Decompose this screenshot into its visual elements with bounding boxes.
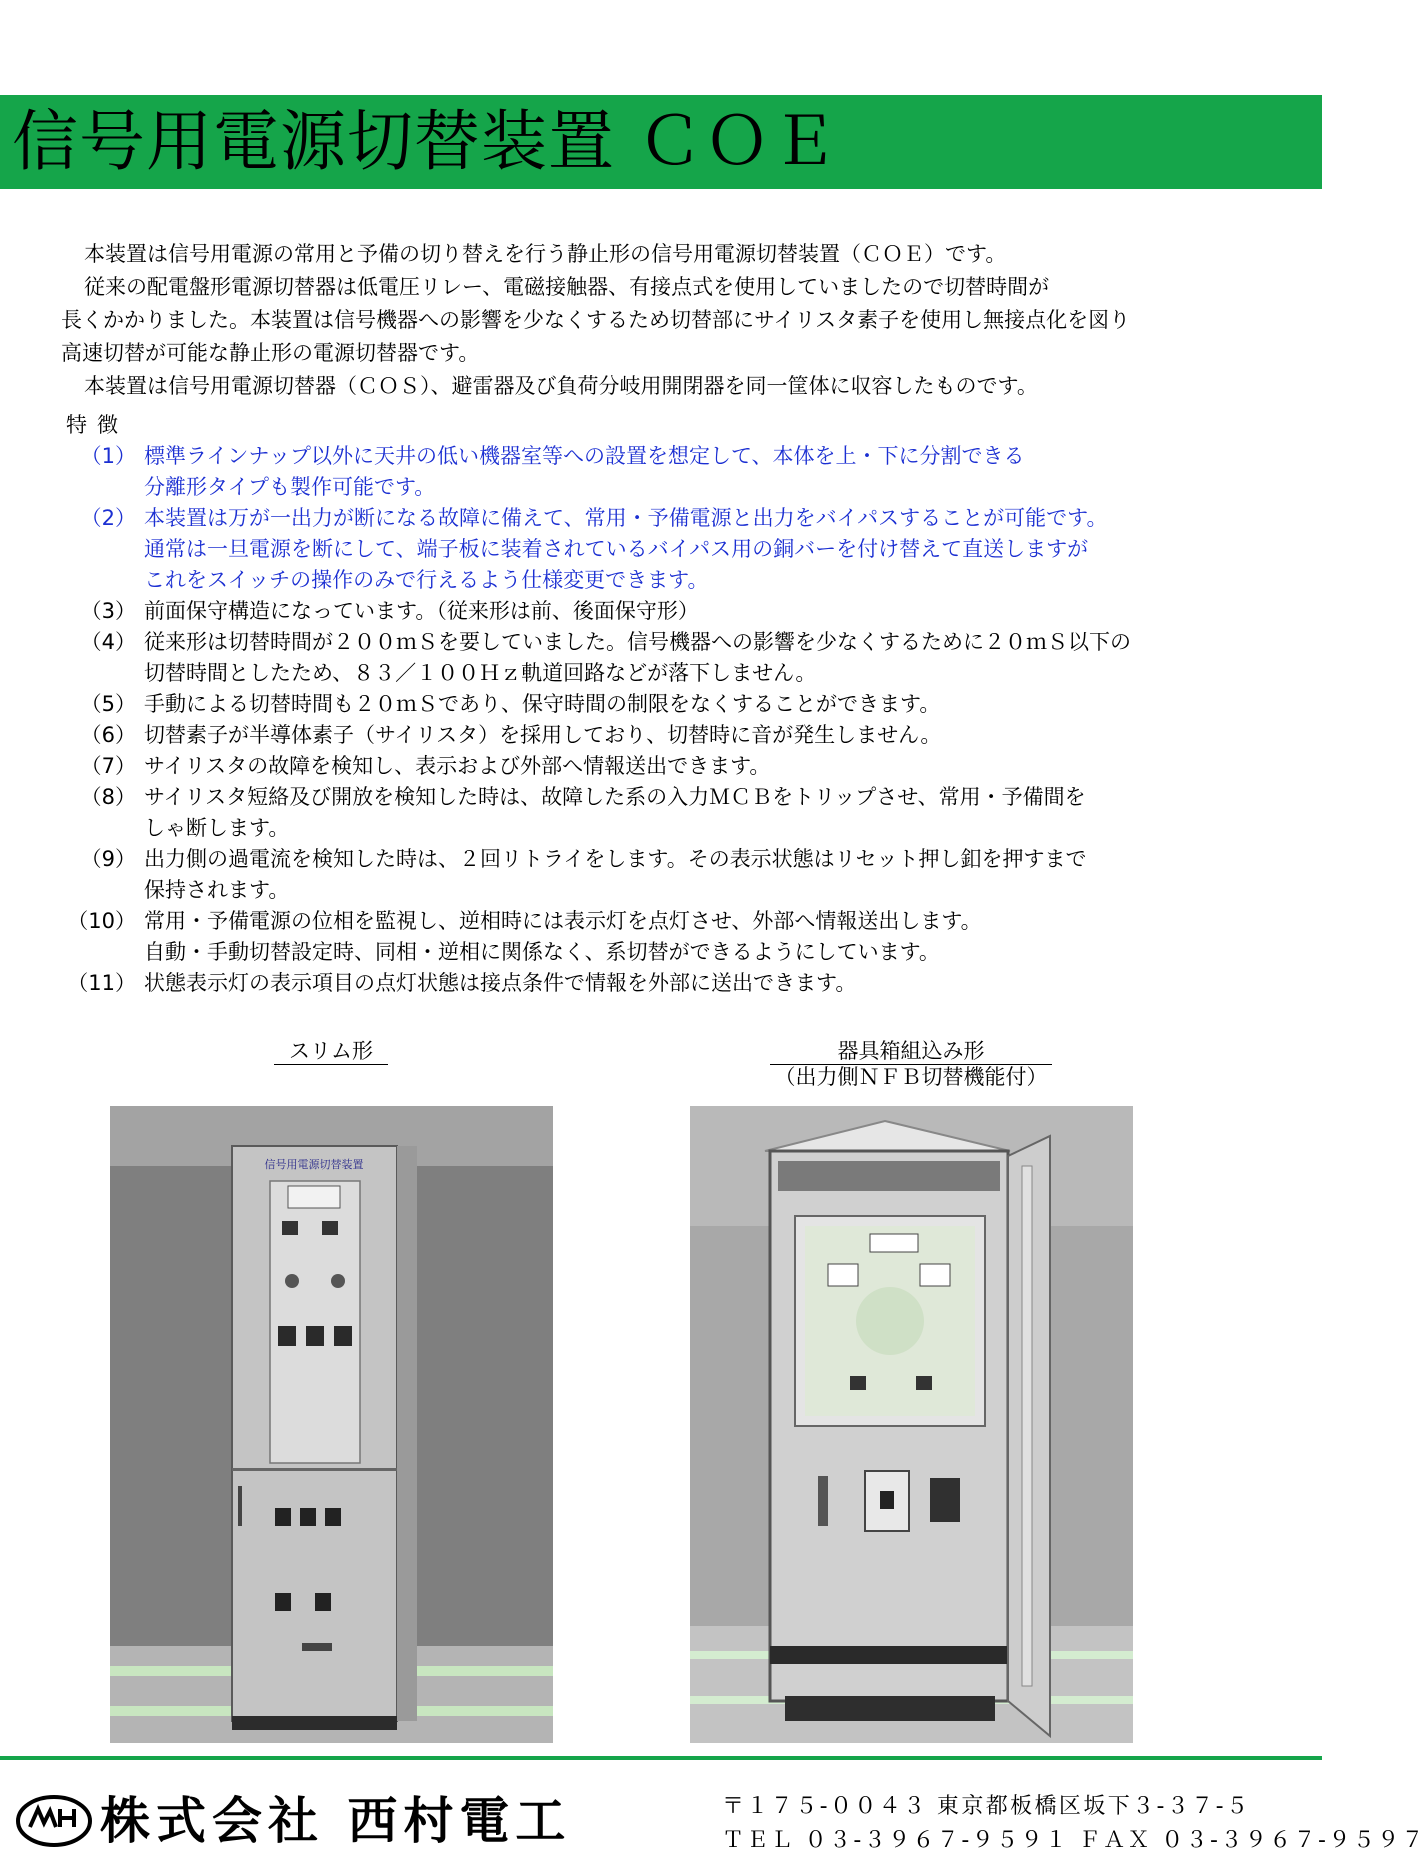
box-cabinet-illustration: [690, 1106, 1133, 1743]
features-list: [66, 441, 1306, 999]
company-name: 株式会社 西村電工: [100, 1792, 572, 1850]
intro-line: 本装置は信号用電源切替器（ＣＯＳ）、避雷器及び負荷分岐用開閉器を同一筐体に収容したものです。: [84, 374, 1038, 398]
feature-line: 本装置は万が一出力が断になる故障に備えて、常用・予備電源と出力をバイパスすることが可能です。: [144, 506, 1108, 530]
feature-line: 分離形タイプも製作可能です。: [144, 475, 436, 499]
feature-number: （5）: [80, 692, 136, 716]
feature-item: [66, 441, 1306, 503]
feature-item: [66, 627, 1306, 689]
feature-number: （3）: [80, 599, 136, 623]
intro-line: 従来の配電盤形電源切替器は低電圧リレー、電磁接触器、有接点式を使用していましたので切替時間が: [84, 275, 1050, 299]
caption-slim: スリム形: [274, 1038, 388, 1065]
feature-number: （2）: [80, 506, 136, 530]
page-title: 信号用電源切替装置 ＣＯＥ: [12, 103, 838, 180]
feature-number: （6）: [80, 723, 136, 747]
feature-text: [144, 751, 770, 782]
intro-line: 本装置は信号用電源の常用と予備の切り替えを行う静止形の信号用電源切替装置（ＣＯＥ）です。: [84, 242, 1007, 266]
feature-line: 手動による切替時間も２０ｍＳであり、保守時間の制限をなくすることができます。: [144, 692, 941, 716]
panel-title-label: 信号用電源切替装置: [264, 1158, 364, 1171]
footer-rule: [0, 1756, 1322, 1760]
feature-line: 通常は一旦電源を断にして、端子板に装着されているバイパス用の銅バーを付け替えて直送しますが: [144, 537, 1089, 561]
feature-line: 切替素子が半導体素子（サイリスタ）を採用しており、切替時に音が発生しません。: [144, 723, 942, 747]
feature-text: [144, 720, 941, 751]
feature-text: [144, 844, 1086, 906]
feature-number: （8）: [80, 785, 136, 809]
feature-line: 標準ラインナップ以外に天井の低い機器室等への設置を想定して、本体を上・下に分割できる: [144, 444, 1025, 468]
company-address: 〒１７５-００４３ 東京都板橋区坂下３-３７-５: [722, 1794, 1251, 1819]
feature-line: 出力側の過電流を検知した時は、２回リトライをします。その表示状態はリセット押し釦を押すまで: [144, 847, 1087, 871]
feature-text: [144, 906, 982, 968]
slim-cabinet-illustration: [110, 1106, 553, 1743]
feature-line: 保持されます。: [144, 878, 290, 902]
feature-line: 常用・予備電源の位相を監視し、逆相時には表示灯を点灯させ、外部へ情報送出します。: [144, 909, 982, 933]
feature-number: （4）: [80, 630, 136, 654]
feature-number: （7）: [80, 754, 136, 778]
intro-line: 高速切替が可能な静止形の電源切替器です。: [61, 341, 480, 365]
feature-item: [66, 844, 1306, 906]
feature-line: これをスイッチの操作のみで行えるよう仕様変更できます。: [144, 568, 709, 592]
photo-slim-cabinet: [110, 1106, 553, 1743]
photo-box-cabinet: [690, 1106, 1133, 1743]
feature-text: [144, 689, 940, 720]
feature-line: 前面保守構造になっています。（従来形は前、後面保守形）: [144, 599, 699, 623]
feature-item: [66, 906, 1306, 968]
feature-item: [66, 503, 1306, 596]
feature-number: （11）: [67, 971, 136, 995]
feature-line: 状態表示灯の表示項目の点灯状態は接点条件で情報を外部に送出できます。: [144, 971, 857, 995]
caption-box-type-sub: （出力側ＮＦＢ切替機能付）: [774, 1065, 1048, 1089]
company-phone-fax: ＴＥＬ ０３-３９６７-９５９１ ＦＡＸ ０３-３９６７-９５９７: [722, 1828, 1426, 1853]
feature-number: （1）: [80, 444, 136, 468]
feature-item: [66, 782, 1306, 844]
feature-number: （10）: [67, 909, 136, 933]
feature-item: [66, 720, 1306, 751]
intro-text: [61, 238, 1296, 403]
caption-box-type: 器具箱組込み形: [770, 1038, 1052, 1065]
feature-line: 従来形は切替時間が２００ｍＳを要していました。信号機器への影響を少なくするために２０ｍＳ以下の: [144, 630, 1131, 654]
company-contact: [722, 1790, 1426, 1858]
feature-item: [66, 596, 1306, 627]
intro-line: 長くかかりました。本装置は信号機器への影響を少なくするため切替部にサイリスタ素子を使用し無接点化を図り: [61, 308, 1131, 332]
feature-text: [144, 968, 856, 999]
feature-text: [144, 503, 1107, 596]
feature-item: [66, 751, 1306, 782]
feature-text: [144, 627, 1131, 689]
feature-number: （9）: [80, 847, 136, 871]
feature-line: しゃ断します。: [144, 816, 290, 840]
title-bar: [0, 95, 1322, 189]
feature-text: [144, 782, 1086, 844]
feature-item: [66, 968, 1306, 999]
company-logo-icon: [14, 1793, 94, 1853]
features-heading: 特徴: [66, 413, 128, 437]
feature-line: 自動・手動切替設定時、同相・逆相に関係なく、系切替ができるようにしています。: [144, 940, 940, 964]
feature-line: サイリスタの故障を検知し、表示および外部へ情報送出できます。: [144, 754, 771, 778]
feature-item: [66, 689, 1306, 720]
feature-text: [144, 441, 1025, 503]
feature-text: [144, 596, 699, 627]
feature-line: 切替時間としたため、８３／１００Ｈｚ軌道回路などが落下しません。: [144, 661, 817, 685]
feature-line: サイリスタ短絡及び開放を検知した時は、故障した系の入力ＭＣＢをトリップさせ、常用・予備間を: [144, 785, 1086, 809]
